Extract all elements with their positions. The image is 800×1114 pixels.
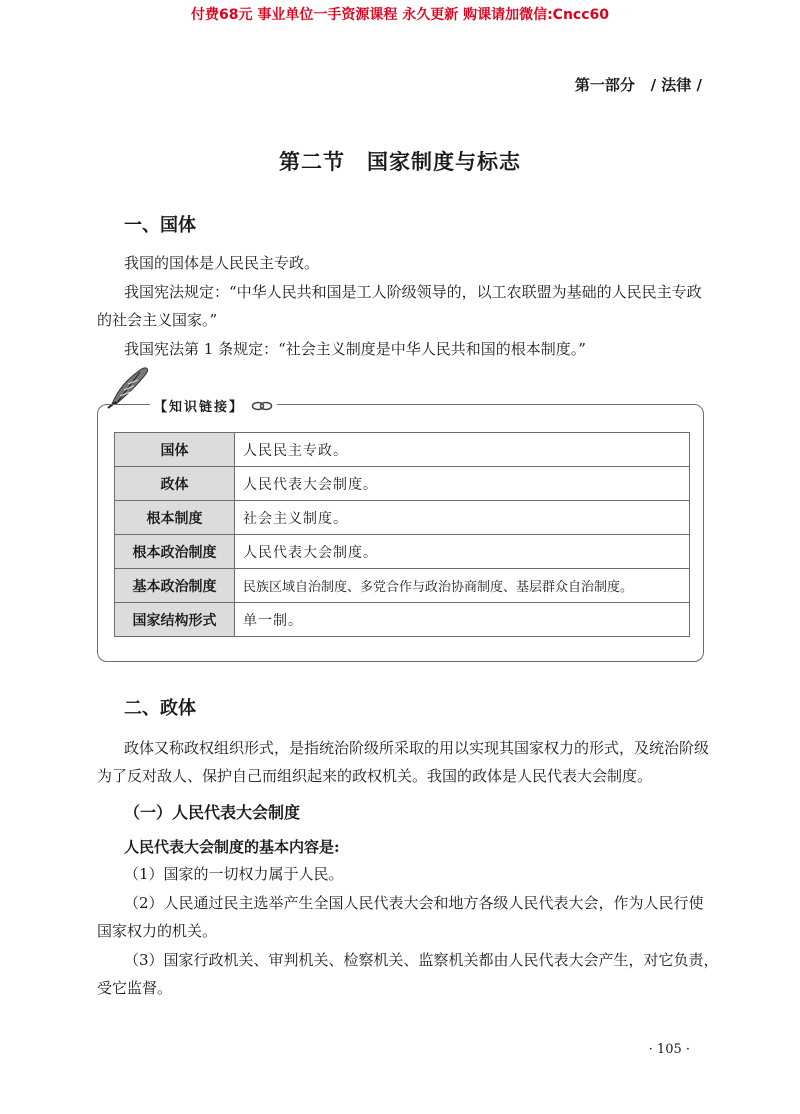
table-row xyxy=(115,467,690,501)
knowledge-table xyxy=(114,432,690,637)
term-cell: 基本政治制度 xyxy=(115,569,235,603)
definition-cell: 人民代表大会制度。 xyxy=(235,467,690,501)
paragraph: 政体又称政权组织形式，是指统治阶级所采取的用以实现其国家权力的形式，及统治阶级 xyxy=(124,739,710,757)
term-cell: 政体 xyxy=(115,467,235,501)
paragraph: 我国宪法规定：“中华人民共和国是工人阶级领导的，以工农联盟为基础的人民民主专政 xyxy=(124,283,702,301)
paragraph: 的社会主义国家。” xyxy=(97,311,218,329)
table-row xyxy=(115,569,690,603)
chain-link-icon xyxy=(251,400,273,416)
list-item: 受它监督。 xyxy=(97,979,173,997)
heading-zhengti: 二、政体 xyxy=(124,698,196,719)
promo-banner: 付费68元 事业单位一手资源课程 永久更新 购课请加微信:Cncc60 xyxy=(190,7,610,23)
term-cell: 根本制度 xyxy=(115,501,235,535)
table-row xyxy=(115,603,690,637)
definition-cell: 社会主义制度。 xyxy=(235,501,690,535)
running-header xyxy=(575,74,702,95)
definition-cell: 人民民主专政。 xyxy=(235,433,690,467)
subheading: （一）人民代表大会制度 xyxy=(124,803,301,822)
heading-guoti: 一、国体 xyxy=(124,215,196,236)
paragraph: 为了反对敌人、保护自己而组织起来的政权机关。我国的政体是人民代表大会制度。 xyxy=(97,767,653,785)
table-row xyxy=(115,501,690,535)
subject-label: / 法律 / xyxy=(650,76,702,94)
page-number: · 105 · xyxy=(648,1042,690,1057)
paragraph: 我国的国体是人民民主专政。 xyxy=(124,254,320,272)
definition-cell: 民族区域自治制度、多党合作与政治协商制度、基层群众自治制度。 xyxy=(235,569,690,603)
lead-text: 人民代表大会制度的基本内容是: xyxy=(124,838,340,856)
definition-cell: 单一制。 xyxy=(235,603,690,637)
list-item: （1）国家的一切权力属于人民。 xyxy=(124,865,344,883)
term-cell: 根本政治制度 xyxy=(115,535,235,569)
part-label: 第一部分 xyxy=(574,76,635,94)
list-item: （3）国家行政机关、审判机关、检察机关、监察机关都由人民代表大会产生，对它负责， xyxy=(124,951,719,969)
table-row xyxy=(115,535,690,569)
list-item: 国家权力的机关。 xyxy=(97,922,218,940)
paragraph: 我国宪法第 1 条规定：“社会主义制度是中华人民共和国的根本制度。” xyxy=(124,340,586,358)
definition-cell: 人民代表大会制度。 xyxy=(235,535,690,569)
term-cell: 国家结构形式 xyxy=(115,603,235,637)
table-row xyxy=(115,433,690,467)
knowledge-link-label: 【知识链接】 xyxy=(150,396,277,416)
term-cell: 国体 xyxy=(115,433,235,467)
list-item: （2）人民通过民主选举产生全国人民代表大会和地方各级人民代表大会，作为人民行使 xyxy=(124,894,704,912)
section-title: 第二节 国家制度与标志 xyxy=(279,149,521,174)
